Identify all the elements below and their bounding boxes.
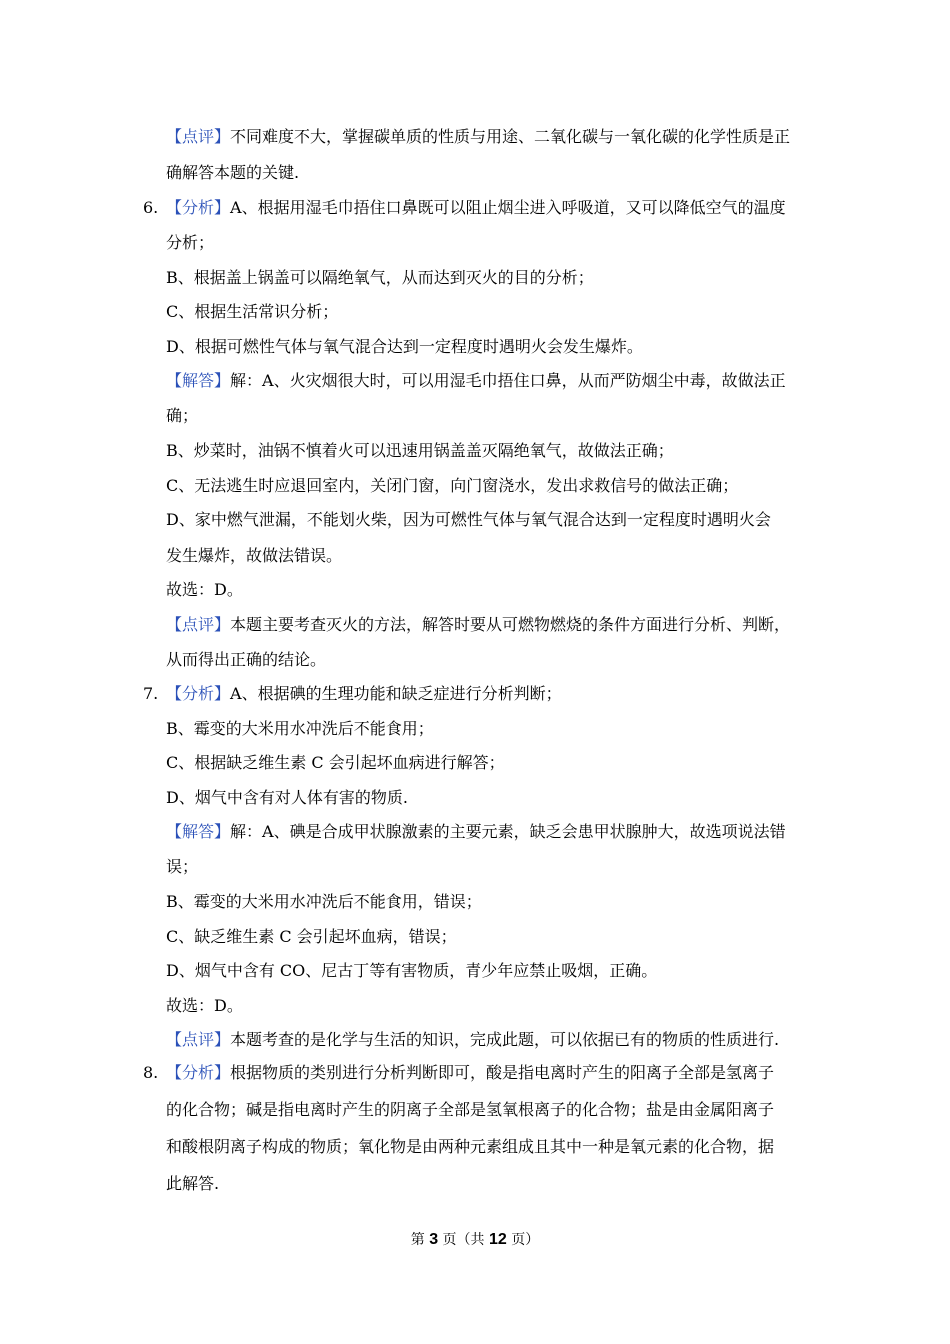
- answer-tag: 【解答】: [166, 371, 231, 390]
- analysis-tag: 【分析】: [166, 684, 231, 703]
- answer-tag: 【解答】: [166, 822, 231, 841]
- q6-answer-b: B、炒菜时，油锅不慎着火可以迅速用锅盖盖灭隔绝氧气，故做法正确；: [166, 441, 674, 460]
- q6-answer-line-1: 【解答】解：A、火灾烟很大时，可以用湿毛巾捂住口鼻，从而严防烟尘中毒，故做法正: [166, 371, 786, 390]
- q7-answer-line-1: 【解答】解：A、碘是合成甲状腺激素的主要元素，缺乏会患甲状腺肿大，故选项说法错: [166, 822, 786, 841]
- page-footer: 第 3 页（共 12 页）: [410, 1231, 540, 1248]
- analysis-tag: 【分析】: [166, 1063, 231, 1082]
- analysis-tag: 【分析】: [166, 198, 231, 217]
- q6-analysis-line-1: 【分析】A、根据用湿毛巾捂住口鼻既可以阻止烟尘进入呼吸道，又可以降低空气的温度: [166, 198, 786, 217]
- comment-tag: 【点评】: [166, 127, 231, 146]
- q8-number: 8.: [143, 1063, 159, 1082]
- q6-answer-c: C、无法逃生时应退回室内，关闭门窗，向门窗浇水，发出求救信号的做法正确；: [166, 476, 739, 495]
- q5-comment-line-1: 【点评】不同难度不大，掌握碳单质的性质与用途、二氧化碳与一氧化碳的化学性质是正: [166, 127, 791, 146]
- q7-choice: 故选：D。: [166, 996, 243, 1015]
- q7-analysis-b: B、霉变的大米用水冲洗后不能食用；: [166, 719, 434, 738]
- q6-analysis-line-2: 分析；: [166, 233, 215, 252]
- q7-analysis-a: 【分析】A、根据碘的生理功能和缺乏症进行分析判断；: [166, 684, 562, 703]
- q7-analysis-d: D、烟气中含有对人体有害的物质.: [166, 788, 408, 807]
- page-number: 3: [429, 1231, 439, 1248]
- q7-comment: 【点评】本题考查的是化学与生活的知识，完成此题，可以依据已有的物质的性质进行.: [166, 1030, 780, 1049]
- q6-comment-line-2: 从而得出正确的结论。: [166, 650, 327, 669]
- comment-tag: 【点评】: [166, 1030, 231, 1049]
- q8-analysis-line-1: 【分析】根据物质的类别进行分析判断即可，酸是指电离时产生的阳离子全部是氢离子: [166, 1063, 775, 1082]
- comment-tag: 【点评】: [166, 615, 231, 634]
- q6-answer-d-line-2: 发生爆炸，故做法错误。: [166, 546, 343, 565]
- q7-answer-d: D、烟气中含有 CO、尼古丁等有害物质，青少年应禁止吸烟，正确。: [166, 961, 658, 980]
- q6-analysis-d: D、根据可燃性气体与氧气混合达到一定程度时遇明火会发生爆炸。: [166, 337, 643, 356]
- q6-answer-line-2: 确；: [166, 406, 199, 425]
- q6-choice: 故选：D。: [166, 580, 243, 599]
- q8-analysis-line-3: 和酸根阴离子构成的物质；氧化物是由两种元素组成且其中一种是氧元素的化合物，据: [166, 1137, 775, 1156]
- q7-analysis-c: C、根据缺乏维生素 C 会引起坏血病进行解答；: [166, 753, 505, 772]
- q6-comment-line-1: 【点评】本题主要考查灭火的方法，解答时要从可燃物燃烧的条件方面进行分析、判断，: [166, 615, 791, 634]
- q6-analysis-c: C、根据生活常识分析；: [166, 302, 339, 321]
- q7-answer-b: B、霉变的大米用水冲洗后不能食用，错误；: [166, 892, 482, 911]
- q5-comment-line-2: 确解答本题的关键.: [166, 163, 300, 182]
- q7-answer-c: C、缺乏维生素 C 会引起坏血病，错误；: [166, 927, 457, 946]
- q6-answer-d-line-1: D、家中燃气泄漏，不能划火柴，因为可燃性气体与氧气混合达到一定程度时遇明火会: [166, 510, 771, 529]
- q8-analysis-line-2: 的化合物；碱是指电离时产生的阴离子全部是氢氧根离子的化合物；盐是由金属阳离子: [166, 1100, 775, 1119]
- q7-number: 7.: [143, 684, 159, 703]
- q8-analysis-line-4: 此解答.: [166, 1174, 220, 1193]
- page-total: 12: [489, 1231, 507, 1248]
- q6-number: 6.: [143, 198, 159, 217]
- q7-answer-line-2: 误；: [166, 857, 199, 876]
- q6-analysis-b: B、根据盖上锅盖可以隔绝氧气，从而达到灭火的目的分析；: [166, 268, 594, 287]
